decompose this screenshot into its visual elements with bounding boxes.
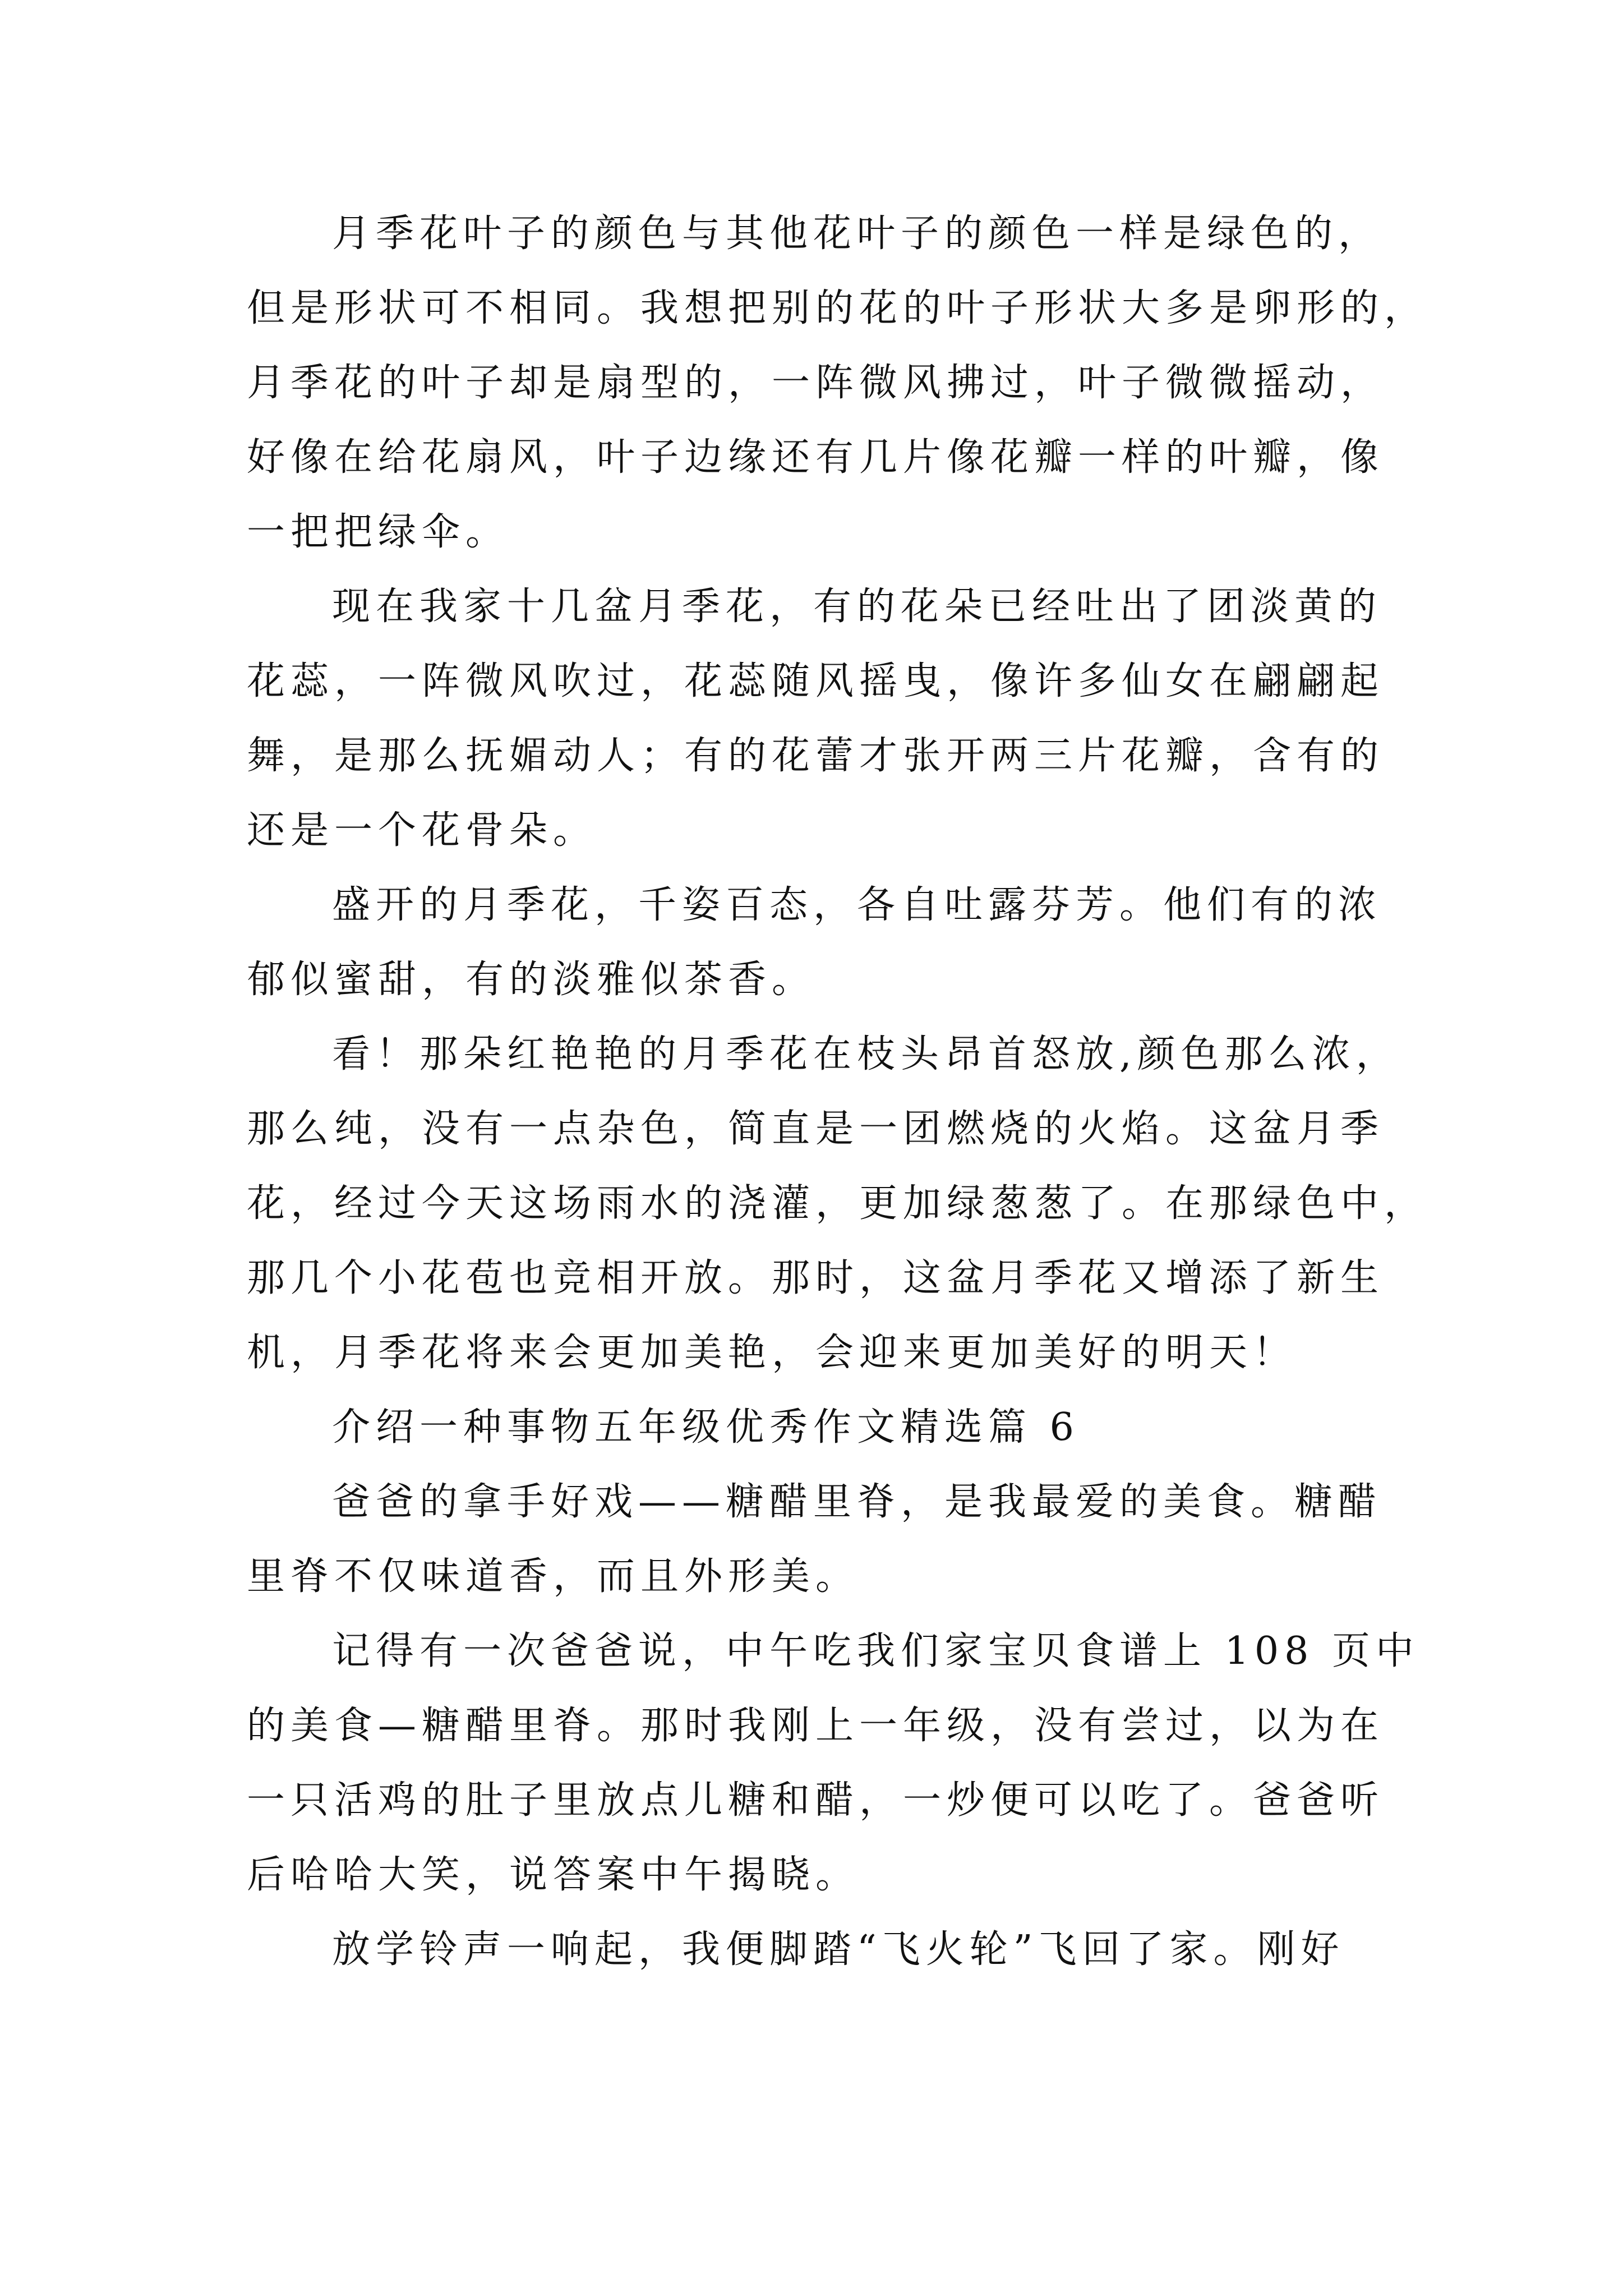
text-line: 还是一个花骨朵。 xyxy=(247,808,597,853)
text-line: 里脊不仅味道香，而且外形美。 xyxy=(247,1554,860,1599)
text-line: 那么纯，没有一点杂色，简直是一团燃烧的火焰。这盆月季 xyxy=(247,1107,1385,1151)
text-line: 月季花的叶子却是扇型的，一阵微风拂过，叶子微微摇动， xyxy=(247,361,1385,405)
text-line: 的美食—糖醋里脊。那时我刚上一年级，没有尝过，以为在 xyxy=(247,1704,1385,1748)
text-line: 爸爸的拿手好戏——糖醋里脊，是我最爱的美食。糖醋 xyxy=(332,1480,1382,1524)
text-line: 月季花叶子的颜色与其他花叶子的颜色一样是绿色的， xyxy=(332,211,1382,256)
text-line: 那几个小花苞也竞相开放。那时，这盆月季花又增添了新生 xyxy=(247,1256,1385,1300)
text-line: 郁似蜜甜，有的淡雅似茶香。 xyxy=(247,958,816,1002)
text-line: 舞，是那么抚媚动人；有的花蕾才张开两三片花瓣，含有的 xyxy=(247,734,1385,778)
section-heading: 介绍一种事物五年级优秀作文精选篇 6 xyxy=(332,1405,1080,1450)
text-line: 现在我家十几盆月季花，有的花朵已经吐出了团淡黄的 xyxy=(332,585,1382,629)
text-line: 机，月季花将来会更加美艳，会迎来更加美好的明天！ xyxy=(247,1331,1297,1375)
text-line: 花蕊，一阵微风吹过，花蕊随风摇曳，像许多仙女在翩翩起 xyxy=(247,659,1385,703)
text-line: 一只活鸡的肚子里放点儿糖和醋，一炒便可以吃了。爸爸听 xyxy=(247,1778,1385,1823)
text-line: 好像在给花扇风，叶子边缘还有几片像花瓣一样的叶瓣，像 xyxy=(247,435,1385,480)
text-line: 盛开的月季花，千姿百态，各自吐露芬芳。他们有的浓 xyxy=(332,883,1382,927)
text-line: 看！那朵红艳艳的月季花在枝头昂首怒放,颜色那么浓， xyxy=(332,1032,1400,1076)
text-line: 一把把绿伞。 xyxy=(247,510,510,554)
text-line: 花，经过今天这场雨水的浇灌，更加绿葱葱了。在那绿色中， xyxy=(247,1181,1428,1226)
document-body xyxy=(247,196,1428,1987)
text-line: 后哈哈大笑，说答案中午揭晓。 xyxy=(247,1853,860,1897)
text-line: 记得有一次爸爸说，中午吃我们家宝贝食谱上 108 页中 xyxy=(332,1629,1420,1673)
text-line: 放学铃声一响起，我便脚踏“飞火轮”飞回了家。刚好 xyxy=(332,1927,1345,1972)
text-line: 但是形状可不相同。我想把别的花的叶子形状大多是卵形的， xyxy=(247,286,1428,330)
